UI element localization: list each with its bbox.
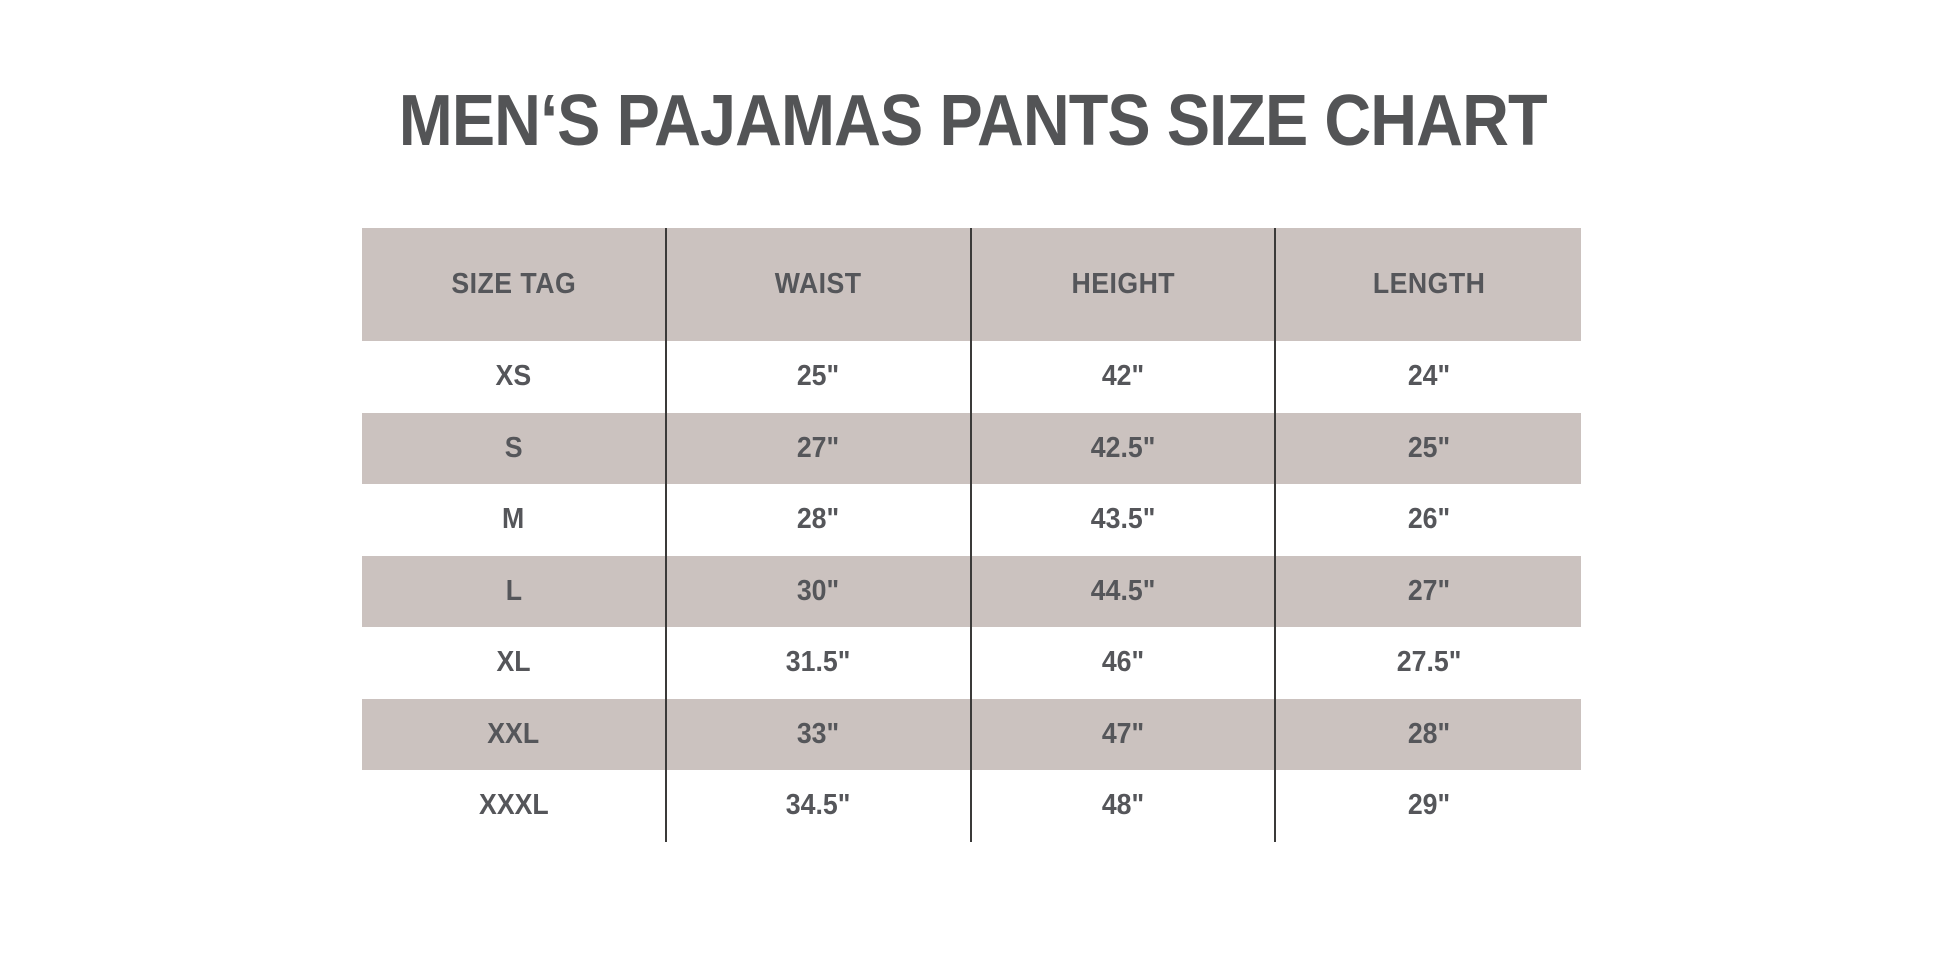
column-header-size-tag	[362, 228, 667, 341]
height-cell	[972, 484, 1277, 556]
cell-value: M	[502, 503, 525, 536]
table-header-row	[362, 228, 1581, 341]
size-tag-cell	[362, 341, 667, 413]
length-cell	[1276, 341, 1581, 413]
cell-value: XL	[496, 646, 531, 679]
cell-value: 43.5"	[1090, 503, 1156, 536]
table-row-xxl	[362, 699, 1581, 771]
cell-value: 46"	[1101, 646, 1145, 679]
cell-value: L	[505, 574, 522, 607]
cell-value: XXXL	[478, 789, 549, 822]
cell-value: 30"	[796, 574, 840, 607]
column-header-label: WAIST	[774, 268, 862, 300]
height-cell	[972, 413, 1277, 485]
cell-value: 25"	[1407, 431, 1450, 464]
size-tag-cell	[362, 770, 667, 842]
cell-value: 25"	[796, 360, 840, 393]
length-cell	[1276, 627, 1581, 699]
size-tag-cell	[362, 484, 667, 556]
length-cell	[1276, 699, 1581, 771]
column-header-label: LENGTH	[1372, 268, 1485, 300]
column-header-height	[972, 228, 1277, 341]
cell-value: 42.5"	[1090, 431, 1156, 464]
cell-value: 27"	[1407, 574, 1450, 607]
cell-value: 26"	[1407, 503, 1450, 536]
waist-cell	[667, 556, 972, 628]
waist-cell	[667, 627, 972, 699]
cell-value: 24"	[1407, 360, 1450, 393]
waist-cell	[667, 413, 972, 485]
cell-value: 33"	[796, 717, 840, 750]
table-row-xl	[362, 627, 1581, 699]
waist-cell	[667, 699, 972, 771]
cell-value: 28"	[796, 503, 840, 536]
cell-value: XXL	[487, 717, 540, 750]
length-cell	[1276, 413, 1581, 485]
height-cell	[972, 699, 1277, 771]
column-header-waist	[667, 228, 972, 341]
cell-value: S	[504, 431, 523, 464]
height-cell	[972, 627, 1277, 699]
table-row-xs	[362, 341, 1581, 413]
height-cell	[972, 341, 1277, 413]
column-header-length	[1276, 228, 1581, 341]
size-tag-cell	[362, 699, 667, 771]
size-chart-table	[362, 228, 1581, 842]
waist-cell	[667, 341, 972, 413]
height-cell	[972, 556, 1277, 628]
size-tag-cell	[362, 627, 667, 699]
length-cell	[1276, 556, 1581, 628]
waist-cell	[667, 484, 972, 556]
size-tag-cell	[362, 556, 667, 628]
cell-value: 29"	[1407, 789, 1450, 822]
column-header-label: SIZE TAG	[451, 268, 576, 300]
cell-value: 48"	[1101, 789, 1145, 822]
table-row-s	[362, 413, 1581, 485]
table-row-l	[362, 556, 1581, 628]
cell-value: 34.5"	[785, 789, 851, 822]
height-cell	[972, 770, 1277, 842]
waist-cell	[667, 770, 972, 842]
cell-value: XS	[495, 360, 532, 393]
cell-value: 44.5"	[1090, 574, 1156, 607]
cell-value: 27"	[796, 431, 840, 464]
size-tag-cell	[362, 413, 667, 485]
cell-value: 27.5"	[1396, 646, 1461, 679]
length-cell	[1276, 770, 1581, 842]
table-row-m	[362, 484, 1581, 556]
column-header-label: HEIGHT	[1071, 268, 1175, 300]
length-cell	[1276, 484, 1581, 556]
cell-value: 28"	[1407, 717, 1450, 750]
cell-value: 42"	[1101, 360, 1145, 393]
page-title-text: MEN‘S PAJAMAS PANTS SIZE CHART	[399, 81, 1547, 161]
cell-value: 47"	[1101, 717, 1145, 750]
cell-value: 31.5"	[785, 646, 851, 679]
page-title	[0, 82, 1946, 160]
table-row-xxxl	[362, 770, 1581, 842]
